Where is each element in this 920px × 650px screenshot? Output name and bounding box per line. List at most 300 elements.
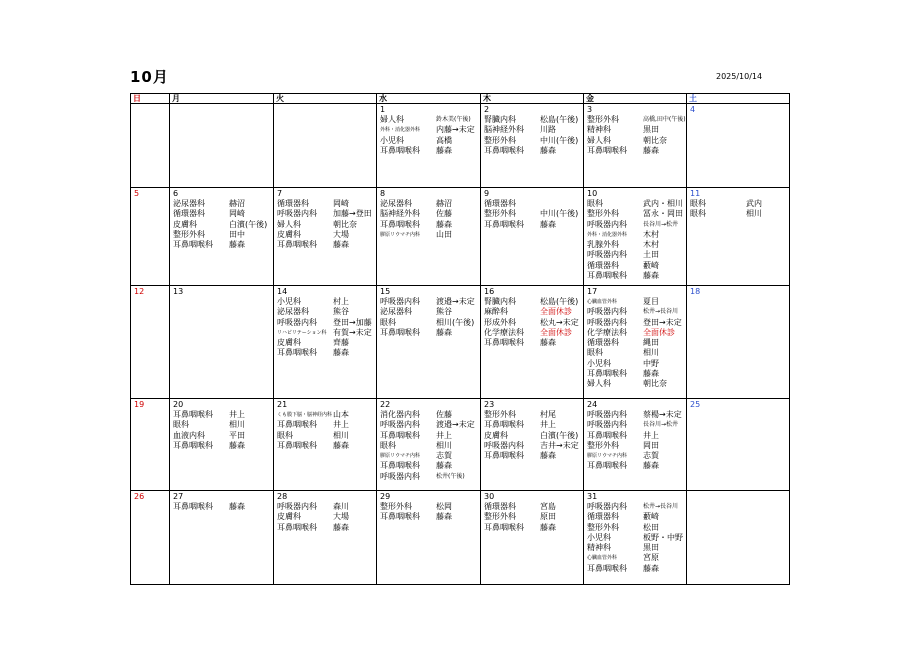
doctor-status: 藤森	[436, 327, 452, 337]
doctor-status: 藤森	[436, 145, 452, 155]
day-number: 19	[134, 400, 145, 409]
clinic-entry	[380, 502, 480, 512]
department-name: 腎臓内科	[484, 297, 516, 306]
clinic-entry	[484, 125, 583, 135]
doctor-status: 山田	[436, 229, 452, 239]
department-name: 耳鼻咽喉科	[587, 369, 627, 379]
clinic-entry	[587, 553, 686, 563]
department-name: 小児科	[380, 135, 404, 145]
doctor-status: 藤森	[333, 240, 349, 250]
doctor-status: 宮島	[540, 502, 556, 511]
week-row	[131, 399, 790, 491]
clinic-entry	[380, 441, 480, 451]
department-name: 耳鼻咽喉科	[380, 430, 420, 440]
doctor-status: 佐藤	[436, 410, 452, 419]
department-name: 婦人科	[587, 135, 611, 145]
doctor-status: 松島(午後)	[540, 297, 579, 306]
day-cell	[481, 399, 584, 491]
calendar-table	[130, 93, 790, 585]
clinic-entry	[380, 318, 480, 328]
department-name: 耳鼻咽喉科	[277, 240, 317, 250]
doctor-status: 相川	[746, 209, 762, 219]
page-title: 10月	[130, 68, 169, 86]
clinic-entry	[173, 502, 273, 512]
week-row	[131, 491, 790, 585]
clinic-entry	[587, 136, 686, 146]
clinic-entry	[173, 240, 273, 250]
department-name: 小児科	[587, 532, 611, 542]
day-cell	[584, 399, 687, 491]
doctor-status: 山本	[333, 410, 349, 419]
department-name: 腎臓内科	[484, 115, 516, 124]
clinic-entry	[587, 420, 686, 430]
doctor-status: 岡崎	[333, 199, 349, 208]
clinic-entry	[277, 420, 376, 430]
day-cell	[274, 491, 377, 585]
clinic-entry	[587, 431, 686, 441]
clinic-entry	[380, 472, 480, 482]
clinic-entry	[173, 410, 273, 420]
clinic-entry	[277, 199, 376, 209]
week-row	[131, 104, 790, 188]
day-cell	[481, 188, 584, 286]
doctor-status: 井上	[436, 430, 452, 440]
department-name: 呼吸器内科	[277, 502, 317, 511]
clinic-entry	[587, 533, 686, 543]
week-row	[131, 286, 790, 399]
department-name: 皮膚科	[277, 338, 301, 348]
doctor-status: 藤森	[643, 369, 659, 379]
clinic-entry	[380, 230, 480, 240]
clinic-entry	[277, 328, 376, 338]
clinic-entry	[277, 502, 376, 512]
clinic-entry	[587, 240, 686, 250]
clinic-entry	[587, 220, 686, 230]
clinic-entry	[690, 199, 789, 209]
day-number: 3	[587, 105, 593, 114]
doctor-status: 森川	[333, 502, 349, 511]
doctor-status: 武内	[746, 199, 762, 208]
clinic-entry	[587, 502, 686, 512]
department-name: 膠原リウマチ内科	[380, 453, 421, 460]
doctor-status: 中野	[643, 358, 659, 368]
doctor-status: 藤森	[540, 451, 556, 461]
day-cell	[584, 104, 687, 188]
clinic-entry	[484, 220, 583, 230]
clinic-entry	[173, 441, 273, 451]
department-name: 呼吸器内科	[380, 420, 420, 430]
day-cell	[170, 286, 274, 399]
doctor-status: 藤森	[643, 145, 659, 155]
clinic-entry	[484, 328, 583, 338]
doctor-status: 宮原	[643, 553, 659, 563]
department-name: 化学療法科	[484, 327, 524, 337]
doctor-status: 朝比奈	[643, 379, 667, 389]
doctor-status: 土田	[643, 250, 659, 260]
day-cell	[274, 286, 377, 399]
day-number	[173, 105, 273, 115]
day-number: 20	[173, 400, 184, 409]
doctor-status: 相川	[229, 420, 245, 430]
day-number: 12	[134, 287, 145, 296]
day-number	[277, 105, 376, 115]
clinic-entry	[277, 431, 376, 441]
clinic-entry	[587, 297, 686, 307]
doctor-status: 藤森	[333, 522, 349, 532]
day-number: 30	[484, 492, 495, 501]
doctor-status: 木村	[643, 240, 659, 250]
doctor-status: 藤森	[333, 440, 349, 450]
doctor-status: 熊谷	[436, 307, 452, 317]
department-name: 耳鼻咽喉科	[277, 348, 317, 358]
clinic-entry	[173, 230, 273, 240]
day-cell	[274, 399, 377, 491]
clinic-entry	[484, 209, 583, 219]
clinic-entry	[173, 220, 273, 230]
doctor-status: 黒田	[643, 543, 659, 553]
day-cell	[377, 104, 481, 188]
doctor-status: 加藤→登田	[333, 209, 372, 219]
clinic-entry	[587, 359, 686, 369]
department-name: 眼科	[690, 209, 706, 219]
day-cell	[170, 104, 274, 188]
department-name: 眼科	[277, 430, 293, 440]
doctor-status: 志賀	[436, 451, 452, 461]
department-name: 耳鼻咽喉科	[277, 440, 317, 450]
department-name: 婦人科	[380, 115, 404, 124]
department-name: 皮膚科	[277, 512, 301, 522]
clinic-entry	[587, 307, 686, 317]
department-name: 耳鼻咽喉科	[484, 219, 524, 229]
doctor-status: 藤森	[540, 338, 556, 348]
day-number: 31	[587, 492, 598, 501]
weekday-mon: 月	[170, 94, 274, 104]
clinic-entry	[277, 348, 376, 358]
day-cell	[274, 104, 377, 188]
department-name: 皮膚科	[484, 430, 508, 440]
department-name: 泌尿器科	[277, 307, 309, 317]
department-name: 泌尿器科	[380, 307, 412, 317]
clinic-entry	[484, 431, 583, 441]
department-name: 耳鼻咽喉科	[484, 522, 524, 532]
doctor-status: 松井(午後)	[436, 472, 465, 480]
weekday-tue: 火	[274, 94, 377, 104]
day-cell	[584, 286, 687, 399]
clinic-entry	[380, 307, 480, 317]
clinic-entry	[173, 199, 273, 209]
doctor-status: 中川(午後)	[540, 135, 579, 145]
day-number: 28	[277, 492, 288, 501]
department-name: 耳鼻咽喉科	[277, 522, 317, 532]
day-number: 10	[587, 189, 598, 198]
clinic-entry	[380, 431, 480, 441]
department-name: 循環器科	[173, 209, 205, 219]
doctor-status: 藤森	[229, 240, 245, 250]
clinic-entry	[587, 379, 686, 389]
clinic-entry	[484, 115, 583, 125]
clinic-entry	[587, 146, 686, 156]
clinic-entry	[277, 512, 376, 522]
day-number: 27	[173, 492, 184, 501]
doctor-status: 赫沼	[436, 199, 452, 208]
doctor-status: 高橋	[436, 135, 452, 145]
day-cell	[131, 104, 170, 188]
clinic-entry	[277, 297, 376, 307]
clinic-entry	[587, 271, 686, 281]
day-number: 16	[484, 287, 495, 296]
department-name: 形成外科	[484, 317, 516, 327]
department-name: 循環器科	[484, 199, 516, 208]
department-name: 耳鼻咽喉科	[587, 271, 627, 281]
clinic-entry	[587, 328, 686, 338]
department-name: 皮膚科	[173, 219, 197, 229]
clinic-entry	[587, 115, 686, 125]
doctor-status: 井上	[643, 430, 659, 440]
doctor-status: 白濱(午後)	[540, 430, 579, 440]
doctor-status: 吉井→未定	[540, 440, 579, 450]
clinic-entry	[380, 209, 480, 219]
department-name: 眼科	[587, 199, 603, 208]
day-cell	[481, 286, 584, 399]
department-name: 眼科	[173, 420, 189, 430]
day-cell	[481, 491, 584, 585]
department-name: 眼科	[380, 440, 396, 450]
clinic-entry	[484, 502, 583, 512]
day-number: 14	[277, 287, 288, 296]
doctor-status: 川路	[540, 125, 556, 135]
day-number: 2	[484, 105, 490, 114]
clinic-entry	[277, 523, 376, 533]
doctor-status: 黒田	[643, 125, 659, 135]
clinic-entry	[484, 338, 583, 348]
doctor-status: 相川(午後)	[436, 317, 475, 327]
doctor-status: 平田	[229, 430, 245, 440]
print-date: 2025/10/14	[716, 72, 763, 81]
day-cell	[377, 491, 481, 585]
doctor-status: 松島(午後)	[540, 115, 579, 124]
department-name: 皮膚科	[277, 229, 301, 239]
doctor-status: 藤森	[436, 461, 452, 471]
day-cell	[584, 491, 687, 585]
weekday-sat: 土	[687, 94, 790, 104]
day-number: 24	[587, 400, 598, 409]
clinic-entry	[587, 441, 686, 451]
department-name: 耳鼻咽喉科	[484, 338, 524, 348]
department-name: 循環器科	[587, 338, 619, 348]
doctor-status: 藪崎	[643, 512, 659, 522]
day-cell	[170, 399, 274, 491]
doctor-status: 藤森	[229, 440, 245, 450]
department-name: 化学療法科	[587, 327, 627, 337]
doctor-status: 長谷川→松井	[643, 421, 679, 429]
clinic-entry	[484, 410, 583, 420]
doctor-status: 相川	[333, 430, 349, 440]
clinic-entry	[587, 543, 686, 553]
clinic-entry	[484, 441, 583, 451]
clinic-entry	[277, 307, 376, 317]
clinic-entry	[587, 410, 686, 420]
doctor-status: 岡田	[643, 440, 659, 450]
doctor-status: 村上	[333, 297, 349, 306]
department-name: 整形外科	[484, 209, 516, 219]
clinic-entry	[173, 420, 273, 430]
clinic-entry	[587, 512, 686, 522]
clinic-entry	[484, 136, 583, 146]
doctor-status: 原田	[540, 512, 556, 522]
day-number: 9	[484, 189, 490, 198]
clinic-entry	[277, 441, 376, 451]
clinic-entry	[587, 318, 686, 328]
department-name: 心臓血管外科	[587, 299, 618, 305]
clinic-entry	[587, 230, 686, 240]
doctor-status: 有賀→未定	[333, 327, 372, 337]
week-row	[131, 188, 790, 286]
clinic-entry	[277, 318, 376, 328]
doctor-status: 大場	[333, 229, 349, 239]
doctor-status: 藤森	[436, 219, 452, 229]
department-name: 心臓血管外科	[587, 555, 618, 562]
doctor-status: 藤森	[436, 512, 452, 522]
clinic-entry	[587, 451, 686, 461]
day-number: 15	[380, 287, 391, 296]
day-number	[134, 105, 169, 115]
clinic-entry	[380, 146, 480, 156]
doctor-status: 佐藤	[436, 209, 452, 219]
day-number: 29	[380, 492, 391, 501]
doctor-status: 藤森	[333, 348, 349, 358]
department-name: 呼吸器内科	[587, 317, 627, 327]
clinic-entry	[484, 318, 583, 328]
clinic-entry	[587, 125, 686, 135]
clinic-entry	[380, 297, 480, 307]
day-cell	[687, 491, 790, 585]
doctor-status: 松井→長谷川	[643, 503, 679, 510]
department-name: 耳鼻咽喉科	[277, 420, 317, 430]
clinic-entry	[277, 410, 376, 420]
clinic-entry	[380, 410, 480, 420]
department-name: 呼吸器内科	[587, 219, 627, 229]
department-name: 耳鼻咽喉科	[173, 410, 213, 419]
day-number: 22	[380, 400, 391, 409]
department-name: 呼吸器内科	[587, 410, 627, 419]
department-name: 耳鼻咽喉科	[484, 145, 524, 155]
doctor-status: 井上	[540, 420, 556, 430]
doctor-status: 齊藤	[333, 338, 349, 348]
department-name: 眼科	[587, 348, 603, 358]
doctor-status: 武内・相川	[643, 199, 683, 208]
day-cell	[687, 286, 790, 399]
day-cell	[170, 491, 274, 585]
clinic-entry	[587, 348, 686, 358]
clinic-entry	[587, 261, 686, 271]
doctor-status: 縄田	[643, 338, 659, 348]
day-number: 6	[173, 189, 179, 198]
doctor-status: 藤森	[540, 219, 556, 229]
day-number: 1	[380, 105, 386, 114]
day-cell	[687, 104, 790, 188]
department-name: 耳鼻咽喉科	[587, 145, 627, 155]
doctor-status: 全面休診	[540, 327, 572, 337]
department-name: 整形外科	[484, 512, 516, 522]
day-number: 25	[690, 400, 701, 409]
day-number: 26	[134, 492, 145, 501]
department-name: 整形外科	[380, 502, 412, 511]
clinic-entry	[484, 297, 583, 307]
department-name: 脳神経外科	[484, 125, 524, 135]
doctor-status: 藤森	[229, 502, 245, 511]
doctor-status: 藤森	[643, 461, 659, 471]
clinic-entry	[587, 338, 686, 348]
doctor-status: 熊谷	[333, 307, 349, 317]
department-name: 脳神経外科	[380, 209, 420, 219]
clinic-entry	[380, 220, 480, 230]
clinic-entry	[587, 369, 686, 379]
department-name: 循環器科	[587, 512, 619, 522]
department-name: 耳鼻咽喉科	[380, 461, 420, 471]
doctor-status: 木村	[643, 229, 659, 239]
department-name: 消化器内科	[380, 410, 420, 419]
clinic-entry	[484, 146, 583, 156]
clinic-entry	[587, 564, 686, 574]
doctor-status: 藤森	[540, 145, 556, 155]
clinic-entry	[587, 461, 686, 471]
day-number: 18	[690, 287, 701, 296]
doctor-status: 村尾	[540, 410, 556, 419]
department-name: 婦人科	[277, 219, 301, 229]
clinic-entry	[484, 307, 583, 317]
doctor-status: 松田	[643, 522, 659, 532]
department-name: 泌尿器科	[380, 199, 412, 208]
clinic-entry	[484, 420, 583, 430]
department-name: くも膜下脳・脳神経内科	[277, 412, 333, 418]
doctor-status: 渡邉→未定	[436, 297, 475, 306]
department-name: 呼吸器内科	[587, 502, 627, 511]
clinic-entry	[380, 328, 480, 338]
doctor-status: 高橋,田中(午後)	[643, 116, 686, 123]
weekday-fri: 金	[584, 94, 687, 104]
day-cell	[131, 491, 170, 585]
clinic-entry	[484, 512, 583, 522]
department-name: 眼科	[380, 317, 396, 327]
doctor-status: 相川	[436, 440, 452, 450]
day-cell	[377, 286, 481, 399]
doctor-status: 白濱(午後)	[229, 219, 268, 229]
department-name: 循環器科	[277, 199, 309, 208]
clinic-entry	[380, 461, 480, 471]
department-name: 呼吸器内科	[277, 317, 317, 327]
weekday-header-row	[131, 94, 790, 104]
day-cell	[131, 188, 170, 286]
department-name: 整形外科	[484, 410, 516, 419]
day-number: 13	[173, 287, 184, 296]
day-cell	[131, 286, 170, 399]
department-name: 整形外科	[587, 440, 619, 450]
doctor-status: 藤森	[643, 271, 659, 281]
doctor-status: 朝比奈	[333, 219, 357, 229]
department-name: 婦人科	[587, 379, 611, 389]
department-name: 循環器科	[484, 502, 516, 511]
department-name: 耳鼻咽喉科	[587, 461, 627, 471]
day-number: 7	[277, 189, 283, 198]
day-cell	[377, 188, 481, 286]
department-name: 整形外科	[587, 209, 619, 219]
department-name: 整形外科	[587, 115, 619, 124]
doctor-status: 井上	[229, 410, 245, 419]
doctor-status: 登田→加藤	[333, 317, 372, 327]
clinic-entry	[380, 115, 480, 125]
doctor-status: 内藤→未定	[436, 125, 475, 135]
doctor-status: 大場	[333, 512, 349, 522]
